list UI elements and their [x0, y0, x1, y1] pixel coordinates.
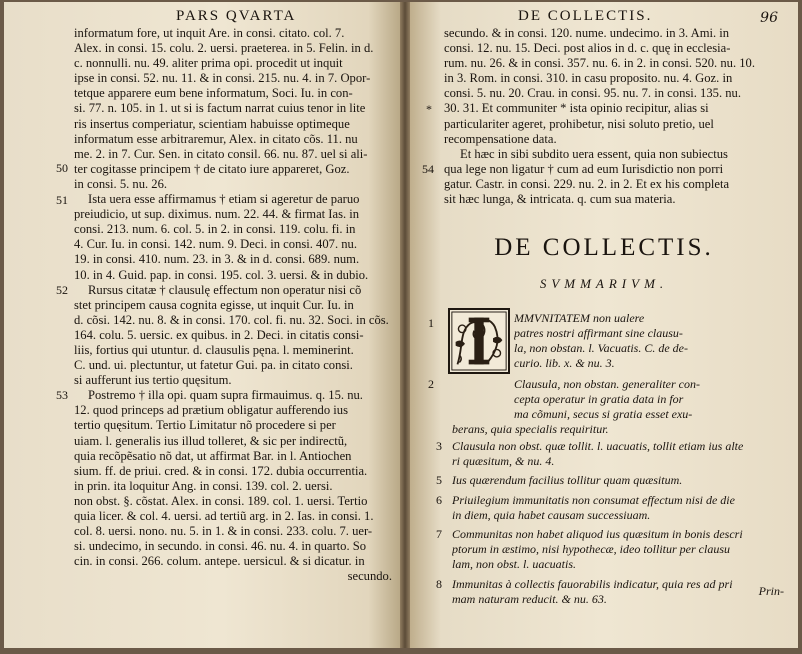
- text-line: 10. in 4. Guid. pap. in consi. 195. col. 3. uersi. & in dubio.: [74, 267, 369, 282]
- text-line: ipse in consi. 52. nu. 11. & in consi. 215. nu. 4. in 7. Opor-: [74, 71, 371, 86]
- entry-line: Ius quærendum facilius tollitur quam quæsitum.: [452, 473, 683, 487]
- entry-number: 6: [436, 493, 442, 507]
- text-line: gatur. Castr. in consi. 229. nu. 2. in 2. Et ex his completa: [444, 176, 730, 191]
- text-line: Rursus citatæ † clausulę effectum non operatur nisi cõ: [88, 282, 362, 297]
- text-line: uiam. l. generalis ius illud tolleret, & sic per indirectũ,: [74, 433, 348, 448]
- text-line: Et hæc in sibi subdito uera essent, quia non subiectus: [460, 146, 728, 161]
- summary-entry: [428, 311, 790, 371]
- text-line: d. cõsi. 142. nu. 8. & in consi. 170. col. fi. nu. 32. Soci. in cõs.: [74, 312, 389, 327]
- text-line: sit hæc lunga, & intricata. q. cum sua materia.: [444, 192, 676, 207]
- entry-number: 1: [428, 316, 434, 330]
- text-line: 164. colu. 5. uersic. ex quibus. in 2. Deci. in citatis consi-: [74, 327, 364, 342]
- text-line: 19. in consi. 410. num. 23. in 3. & in d. consi. 689. num.: [74, 252, 360, 267]
- margin-number: 51: [56, 193, 68, 207]
- text-line: Alex. in consi. 15. colu. 2. uersi. praeterea. in 5. Felin. in d.: [74, 41, 374, 56]
- left-text-block: [74, 26, 392, 584]
- summary-entry: [428, 377, 790, 437]
- book-gutter: [400, 2, 410, 648]
- text-line: rum. nu. 26. & in consi. 357. nu. 6. in 2. in consi. 520. nu. 10.: [444, 56, 755, 71]
- text-line: consi. 12. nu. 15. Deci. post alios in d. c. quę in ecclesia-: [444, 41, 731, 56]
- text-line: in prin. ita loquitur Ang. in consi. 139. col. 2. uersi.: [74, 478, 333, 493]
- left-page: [4, 2, 400, 648]
- entry-line: Clausula non obst. quæ tollit. l. uacuatis, tollit etiam ius alte: [452, 439, 744, 453]
- margin-number: 53: [56, 388, 68, 402]
- text-line: preiudicio, ut sup. diximus. num. 22. 44. & firmat Ias. in: [74, 207, 360, 222]
- left-running-head: PARS QVARTA: [176, 8, 297, 24]
- margin-number: 50: [56, 161, 68, 175]
- entry-line: la, non obstan. l. Vacuatis. C. de de-: [514, 341, 688, 355]
- entry-line: Communitas non habet aliquod ius quæsitum in bonis descri: [452, 527, 743, 541]
- text-line: secundo.: [347, 569, 392, 584]
- summary-entry: [436, 473, 790, 488]
- entry-line: ri quæsitum, & nu. 4.: [452, 454, 555, 468]
- text-line: liis, fortius qui utuntur. d. clausulis pęna. l. meminerint.: [74, 342, 354, 357]
- right-running-head: DE COLLECTIS.: [518, 8, 653, 24]
- text-line: Postremo † illa opi. quam supra firmauimus. q. 15. nu.: [88, 388, 363, 403]
- entry-line: berans, quia specialis requiritur.: [452, 422, 609, 436]
- entry-line: mam naturam reducit. & nu. 63.: [452, 592, 607, 606]
- summary-entry: [436, 439, 790, 469]
- text-line: Ista uera esse affirmamus † etiam si ageretur de paruo: [88, 192, 360, 207]
- text-line: me. 2. in 7. Cur. Sen. in citato consil. 66. nu. 87. uel si ali-: [74, 146, 368, 161]
- text-line: informatum fore, ut inquit Are. in consi. citato. col. 7.: [74, 26, 345, 40]
- section-title: DE COLLECTIS.: [494, 234, 714, 261]
- text-line: si. undecimo, in secundo. in consi. 46. nu. 4. in quarto. So: [74, 539, 367, 554]
- entry-number: 8: [436, 577, 442, 591]
- entry-number: 2: [428, 377, 434, 391]
- summary-entry: [436, 577, 790, 607]
- text-line: si. 77. n. 105. in 1. ut si is factum narrat cuius tenor in lite: [74, 101, 366, 116]
- text-line: 30. 31. Et communiter * ista opinio recipitur, alias si: [444, 101, 709, 116]
- text-line: non obst. §. cõstat. Alex. in consi. 189. col. 1. uersi. Tertio: [74, 493, 368, 508]
- entry-number: 3: [436, 439, 442, 453]
- text-line: qua lege non ligatur † cum ad eum Iurisdictio non porri: [444, 161, 724, 176]
- right-text-block: [444, 26, 788, 207]
- entry-line: curio. lib. x. & nu. 3.: [514, 356, 615, 370]
- entry-line: ptorum in æstimo, nisi hypothecæ, ideo tollitur per clausu: [452, 542, 730, 556]
- text-line: in 3. Rom. in consi. 310. in casu proposito. nu. 4. Goz. in: [444, 71, 733, 86]
- text-line: si aufferunt ius tertio quęsitum.: [74, 373, 232, 388]
- text-line: cin. in consi. 266. colum. antepe. uersicul. & si dicatur. in: [74, 554, 365, 569]
- right-page: [410, 2, 798, 648]
- entry-line: Immunitas à collectis fauorabilis indicatur, quia res ad pri: [452, 577, 733, 591]
- page-number: 96: [760, 10, 778, 26]
- text-line: consi. 213. num. 6. col. 5. in 2. in consi. 119. colu. fi. in: [74, 222, 356, 237]
- entry-line: Priuilegium immunitatis non consumat effectum nisi de die: [452, 493, 735, 507]
- text-line: sium. ff. de priui. cred. & in consi. 172. dubia occurrentia.: [74, 463, 368, 478]
- text-line: informatum esse arbitraremur, Alex. in citato cõs. 11. nu: [74, 131, 358, 146]
- entry-line: MMVNITATEM non ualere: [514, 311, 645, 325]
- summary-entry: [436, 527, 790, 572]
- text-line: C. und. ui. plectuntur, ut fatetur Gui. pa. in citato consi.: [74, 358, 353, 373]
- text-line: particulariter ageret, prohibetur, nisi soluto pretio, uel: [444, 116, 714, 131]
- text-line: tertio quęsitum. Tertio Limitatur nõ procedere si per: [74, 418, 336, 433]
- entry-line: patres nostri affirmant sine clausu-: [514, 326, 683, 340]
- margin-star: *: [426, 102, 432, 116]
- text-line: c. nonnulli. nu. 49. aliter prima opi. procedit ut inquit: [74, 56, 343, 71]
- text-line: quia recõpẽsatio nõ dat, ut affirmat Bar. in l. Antiochen: [74, 448, 352, 463]
- text-line: tetque apparere eum bene informatum, Soci. Iu. in con-: [74, 86, 353, 101]
- text-line: secundo. & in consi. 120. nume. undecimo. in 3. Ami. in: [444, 26, 730, 40]
- text-line: recompensatione data.: [444, 131, 557, 146]
- text-line: col. 8. uersi. nono. nu. 5. in 1. & in consi. 233. colu. 7. uer-: [74, 524, 373, 539]
- entry-line: in diem, quia habet causam successiuam.: [452, 508, 651, 522]
- text-line: consi. 5. nu. 20. Crau. in consi. 95. nu. 7. in consi. 135. nu.: [444, 86, 741, 101]
- entry-line: ma cõmuni, secus si gratia esset exu-: [514, 407, 693, 421]
- entry-line: cepta operatur in gratia data in for: [514, 392, 684, 406]
- entry-line: lam, non obst. l. uacuatis.: [452, 557, 577, 571]
- text-line: quia licer. & col. 4. uersi. ad tertiũ arg. in 2. Ias. in consi. 1.: [74, 509, 374, 523]
- summarium-heading: SVMMARIVM.: [539, 276, 669, 291]
- margin-number: 54: [422, 162, 434, 176]
- decorated-initial-icon: [448, 308, 510, 374]
- text-line: in consi. 5. nu. 26.: [74, 176, 168, 191]
- text-line: stet principem causa cognita egisse, ut inquit Cur. Iu. in: [74, 297, 354, 312]
- text-line: 4. Cur. Iu. in consi. 142. num. 9. Deci. in consi. 407. nu.: [74, 237, 357, 252]
- catchword: Prin-: [758, 584, 784, 598]
- entry-number: 7: [436, 527, 442, 541]
- entry-line: Clausula, non obstan. generaliter con-: [514, 377, 700, 391]
- text-line: ter cogitasse principem † de citato iure appareret, Goz.: [74, 161, 350, 176]
- summary-entry: [436, 493, 790, 523]
- text-line: ris insertus comperiatur, scientiam habuisse optimeque: [74, 116, 350, 131]
- text-line: 12. quod princeps ad prætium obligatur aufferendo ius: [74, 403, 348, 418]
- open-book: [4, 2, 798, 648]
- margin-number: 52: [56, 283, 68, 297]
- entry-number: 5: [436, 473, 442, 487]
